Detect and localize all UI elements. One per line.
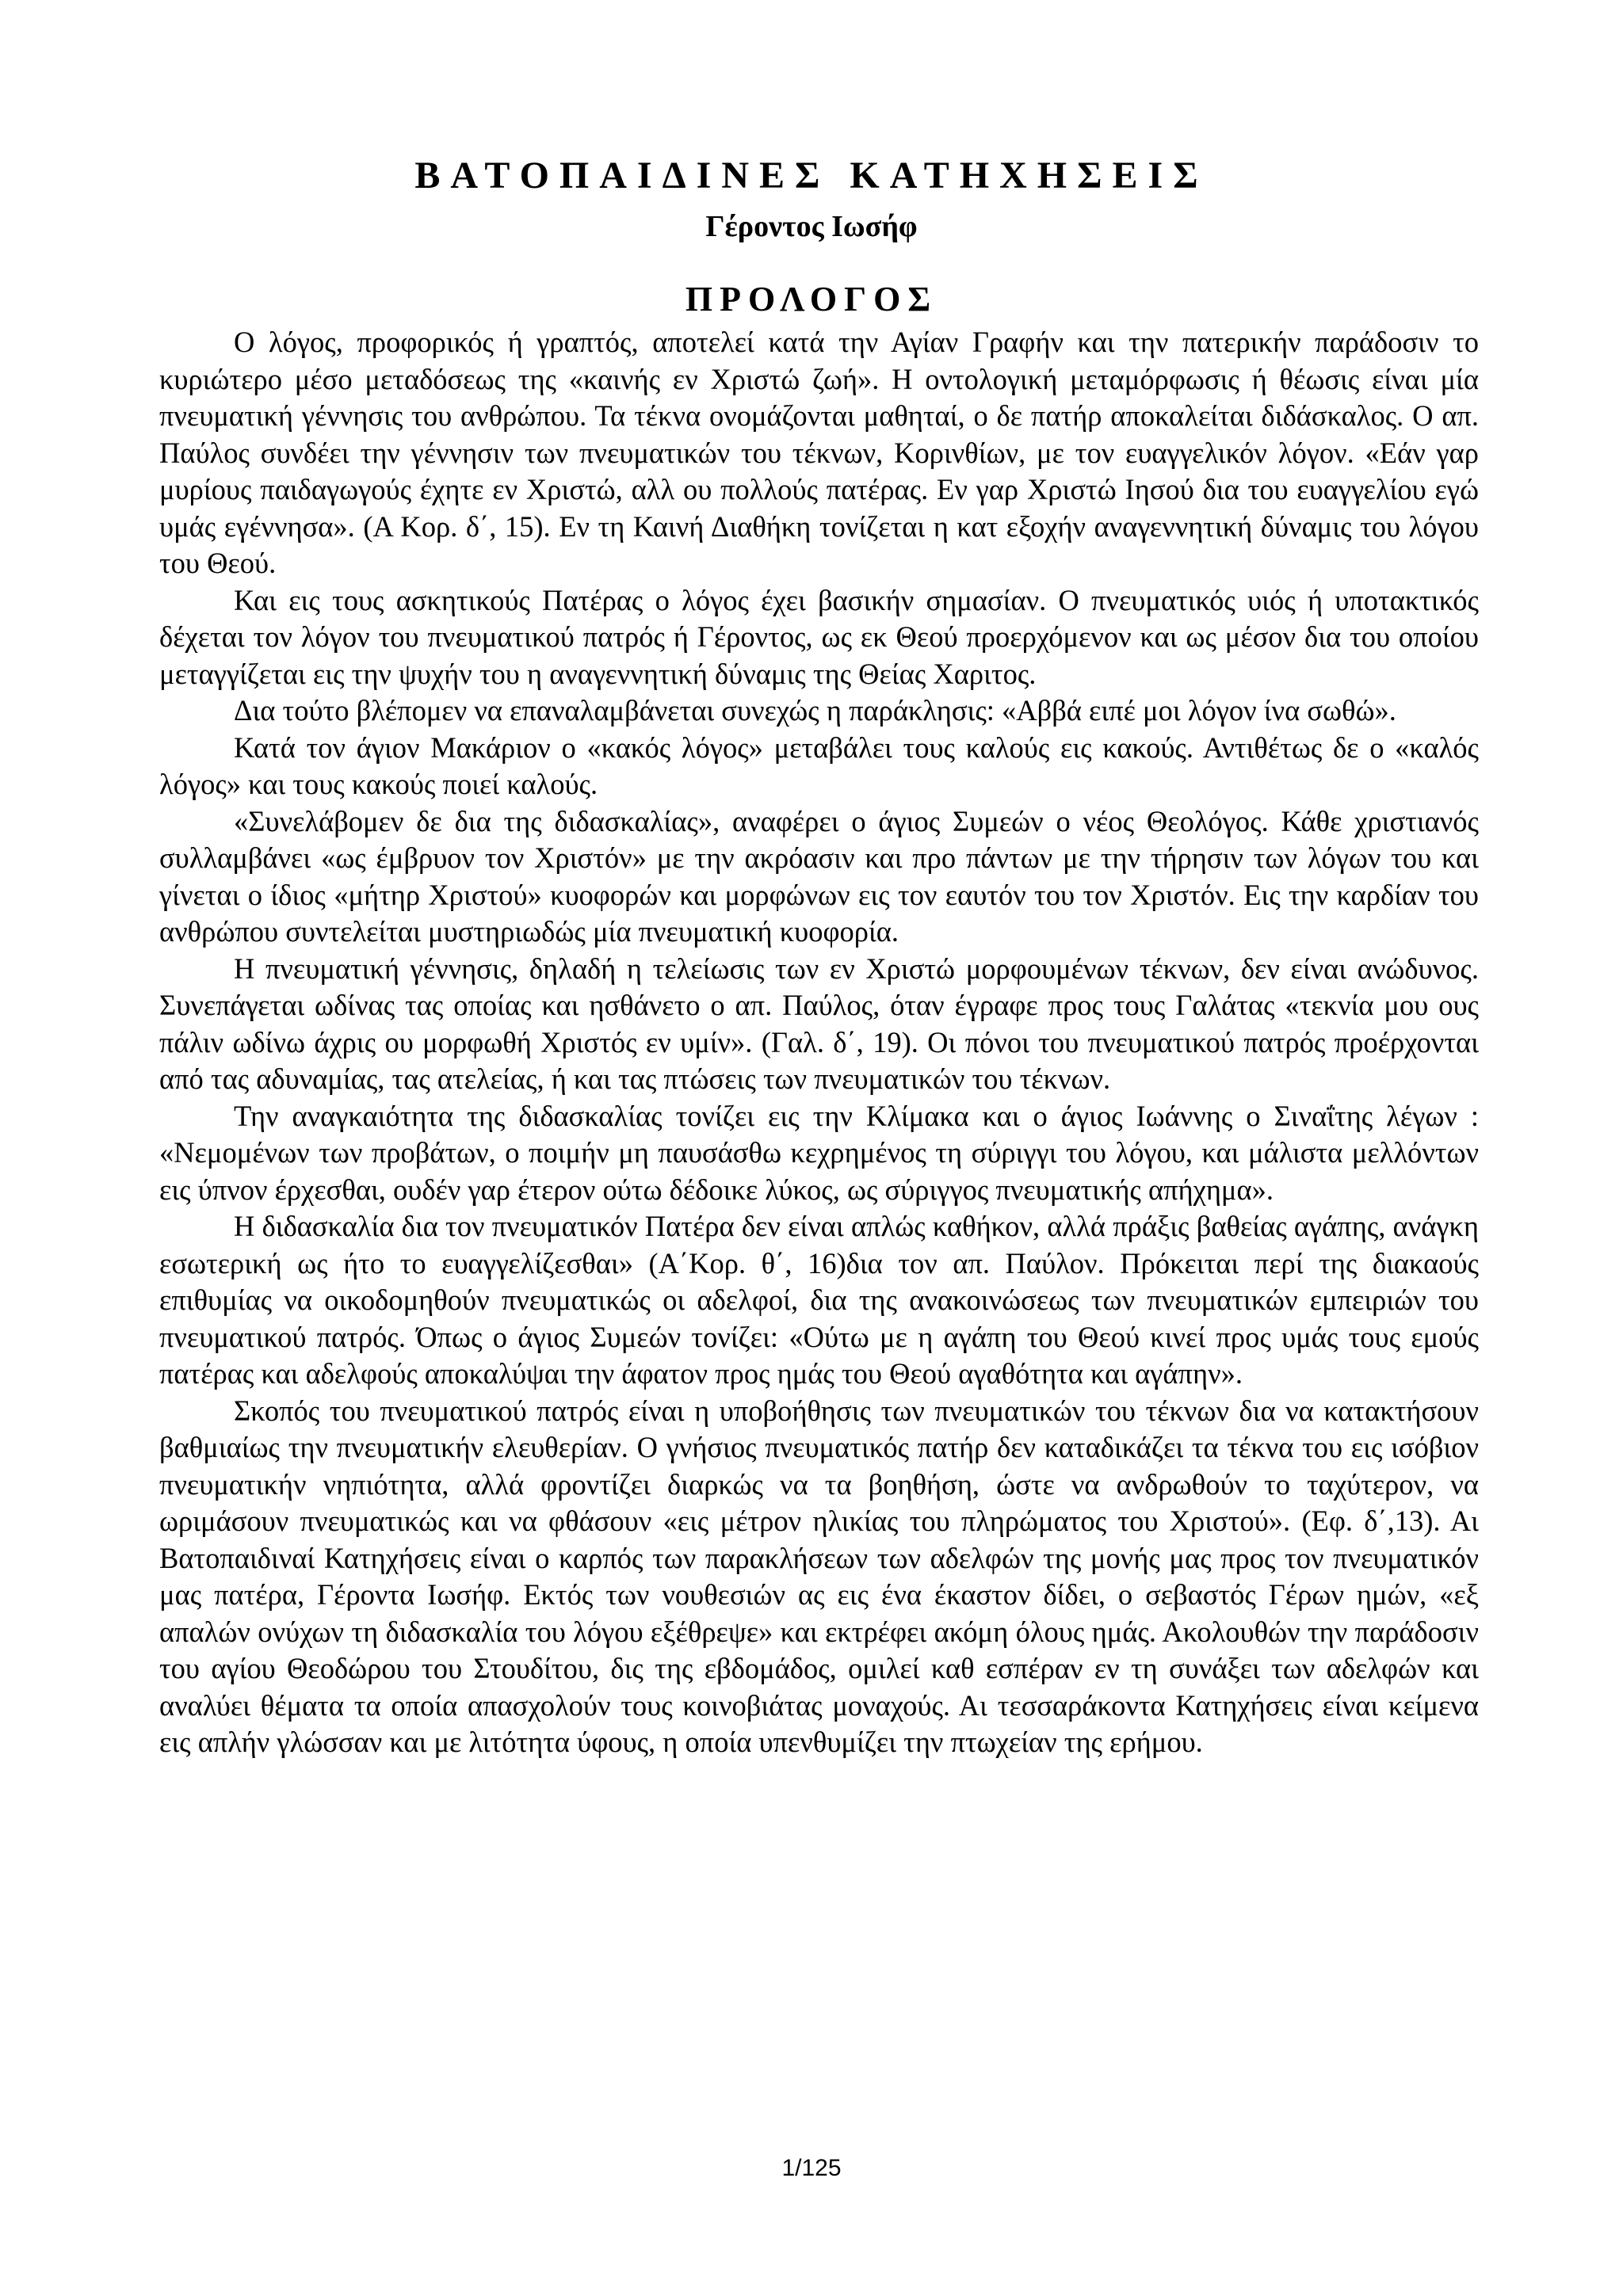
author-name: Γέροντος Ιωσήφ	[705, 210, 918, 243]
paragraph: «Συνελάβομεν δε δια της διδασκαλίας», αναφέρει ο άγιος Συμεών ο νέος Θεολόγος. Κάθε χριστιανός συλλαμβάνει «ως έμβρυον τον Χριστόν» με την ακρόασιν και προ πάντων με την τήρησιν των λόγων του και γίνεται ο ίδιος «μήτηρ Χριστού» κυοφορών και μορφώνων εις τον εαυτόν του τον Χριστόν. Εις την καρδίαν του ανθρώπου συντελείται μυστηριωδώς μία πνευματική κυοφορία.	[159, 804, 1479, 948]
section-title: ΠΡΟΛΟΓΟΣ	[685, 280, 938, 318]
paragraph: Η πνευματική γέννησις, δηλαδή η τελείωσις των εν Χριστώ μορφουμένων τέκνων, δεν είναι ανώδυνος. Συνεπάγεται ωδίνας τας οποίας και ησθάνετο ο απ. Παύλος, όταν έγραφε προς τους Γαλάτας «τεκνία μου ους πάλιν ωδίνω άχρις ου μορφωθή Χριστός εν υμίν». (Γαλ. δ΄, 19). Οι πόνοι του πνευματικού πατρός προέρχονται από τας αδυναμίας, τας ατελείας, ή και τας πτώσεις των πνευματικών του τέκνων.	[159, 952, 1479, 1095]
paragraph: Ο λόγος, προφορικός ή γραπτός, αποτελεί κατά την Αγίαν Γραφήν και την πατερικήν παράδοσιν το κυριώτερο μέσο μεταδόσεως της «καινής εν Χριστώ ζωή». Η οντολογική μεταμόρφωσις ή θέωσις είναι μία πνευματική γέννησις του ανθρώπου. Τα τέκνα ονομάζονται μαθηταί, ο δε πατήρ αποκαλείται διδάσκαλος. Ο απ. Παύλος συνδέει την γέννησιν των πνευματικών του τέκνων, Κορινθίων, με τον ευαγγελικόν λόγον. «Εάν γαρ μυρίους παιδαγωγούς έχητε εν Χριστώ, αλλ ου πολλούς πατέρας. Εν γαρ Χριστώ Ιησού δια του ευαγγελίου εγώ υμάς εγέννησα». (Α Κορ. δ΄, 15). Εν τη Καινή Διαθήκη τονίζεται η κατ εξοχήν αναγεννητική δύναμις του λόγου του Θεού.	[159, 326, 1479, 579]
page-number: 1/125	[781, 2155, 842, 2181]
paragraph: Την αναγκαιότητα της διδασκαλίας τονίζει εις την Κλίμακα και ο άγιος Ιωάννης ο Σιναΐτης λέγων : «Νεμομένων των προβάτων, ο ποιμήν μη παυσάσθω κεχρημένος τη σύριγγι του λόγου, και μάλιστα μελλόντων εις ύπνον έρχεσθαι, ουδέν γαρ έτερον ούτω δέδοικε λύκος, ως σύριγγος πνευματικής απήχημα».	[159, 1099, 1479, 1206]
paragraph: Δια τούτο βλέπομεν να επαναλαμβάνεται συνεχώς η παράκλησις: «Αββά ειπέ μοι λόγον ίνα σωθώ».	[234, 694, 1396, 727]
paragraph: Και εις τους ασκητικούς Πατέρας ο λόγος έχει βασικήν σημασίαν. Ο πνευματικός υιός ή υποτακτικός δέχεται τον λόγον του πνευματικού πατρός ή Γέροντος, ως εκ Θεού προερχόμενον και ως μέσον δια του οποίου μεταγγίζεται εις την ψυχήν του η αναγεννητική δύναμις της Θείας Χαριτος.	[159, 583, 1479, 690]
paragraph: Η διδασκαλία δια τον πνευματικόν Πατέρα δεν είναι απλώς καθήκον, αλλά πράξις βαθείας αγάπης, ανάγκη εσωτερική ως ήτο το ευαγγελίζεσθαι» (Α΄Κορ. θ΄, 16)δια τον απ. Παύλον. Πρόκειται περί της διακαούς επιθυμίας να οικοδομηθούν πνευματικώς οι αδελφοί, δια της ανακοινώσεως των πνευματικών εμπειριών του πνευματικού πατρός. Όπως ο άγιος Συμεών τονίζει: «Ούτω με η αγάπη του Θεού κινεί προς υμάς τους εμούς πατέρας και αδελφούς αποκαλύψαι την άφατον προς ημάς του Θεού αγαθότητα και αγάπην».	[159, 1210, 1479, 1390]
paragraph: Κατά τον άγιον Μακάριον ο «κακός λόγος» μεταβάλει τους καλούς εις κακούς. Αντιθέτως δε ο «καλός λόγος» και τους κακούς ποιεί καλούς.	[159, 730, 1479, 800]
document-title: ΒΑΤΟΠΑΙΔΙΝΕΣ ΚΑΤΗΧΗΣΕΙΣ	[414, 154, 1209, 196]
body-text	[159, 324, 1479, 1761]
paragraph: Σκοπός του πνευματικού πατρός είναι η υποβοήθησις των πνευματικών του τέκνων δια να κατακτήσουν βαθμιαίως την πνευματικήν ελευθερίαν. Ο γνήσιος πνευματικός πατήρ δεν καταδικάζει τα τέκνα του εις ισόβιον πνευματικήν νηπιότητα, αλλά φροντίζει διαρκώς να τα βοηθήση, ώστε να ανδρωθούν το ταχύτερον, να ωριμάσουν πνευματικώς και να φθάσουν «εις μέτρον ηλικίας του πληρώματος του Χριστού». (Εφ. δ΄,13). Αι Βατοπαιδιναί Κατηχήσεις είναι ο καρπός των παρακλήσεων των αδελφών της μονής μας προς τον πνευματικόν μας πατέρα, Γέροντα Ιωσήφ. Εκτός των νουθεσιών ας εις ένα έκαστον δίδει, ο σεβαστός Γέρων ημών, «εξ απαλών ονύχων τη διδασκαλία του λόγου εξέθρεψε» και εκτρέφει ακόμη όλους ημάς. Ακολουθών την παράδοσιν του αγίου Θεοδώρου του Στουδίτου, δις της εβδομάδος, ομιλεί καθ εσπέραν εν τη συνάξει των αδελφών και αναλύει θέματα τα οποία απασχολούν τους κοινοβιάτας μοναχούς. Αι τεσσαράκοντα Κατηχήσεις είναι κείμενα εις απλήν γλώσσαν και με λιτότητα ύφους, η οποία υπενθυμίζει την πτωχείαν της ερήμου.	[159, 1394, 1479, 1758]
